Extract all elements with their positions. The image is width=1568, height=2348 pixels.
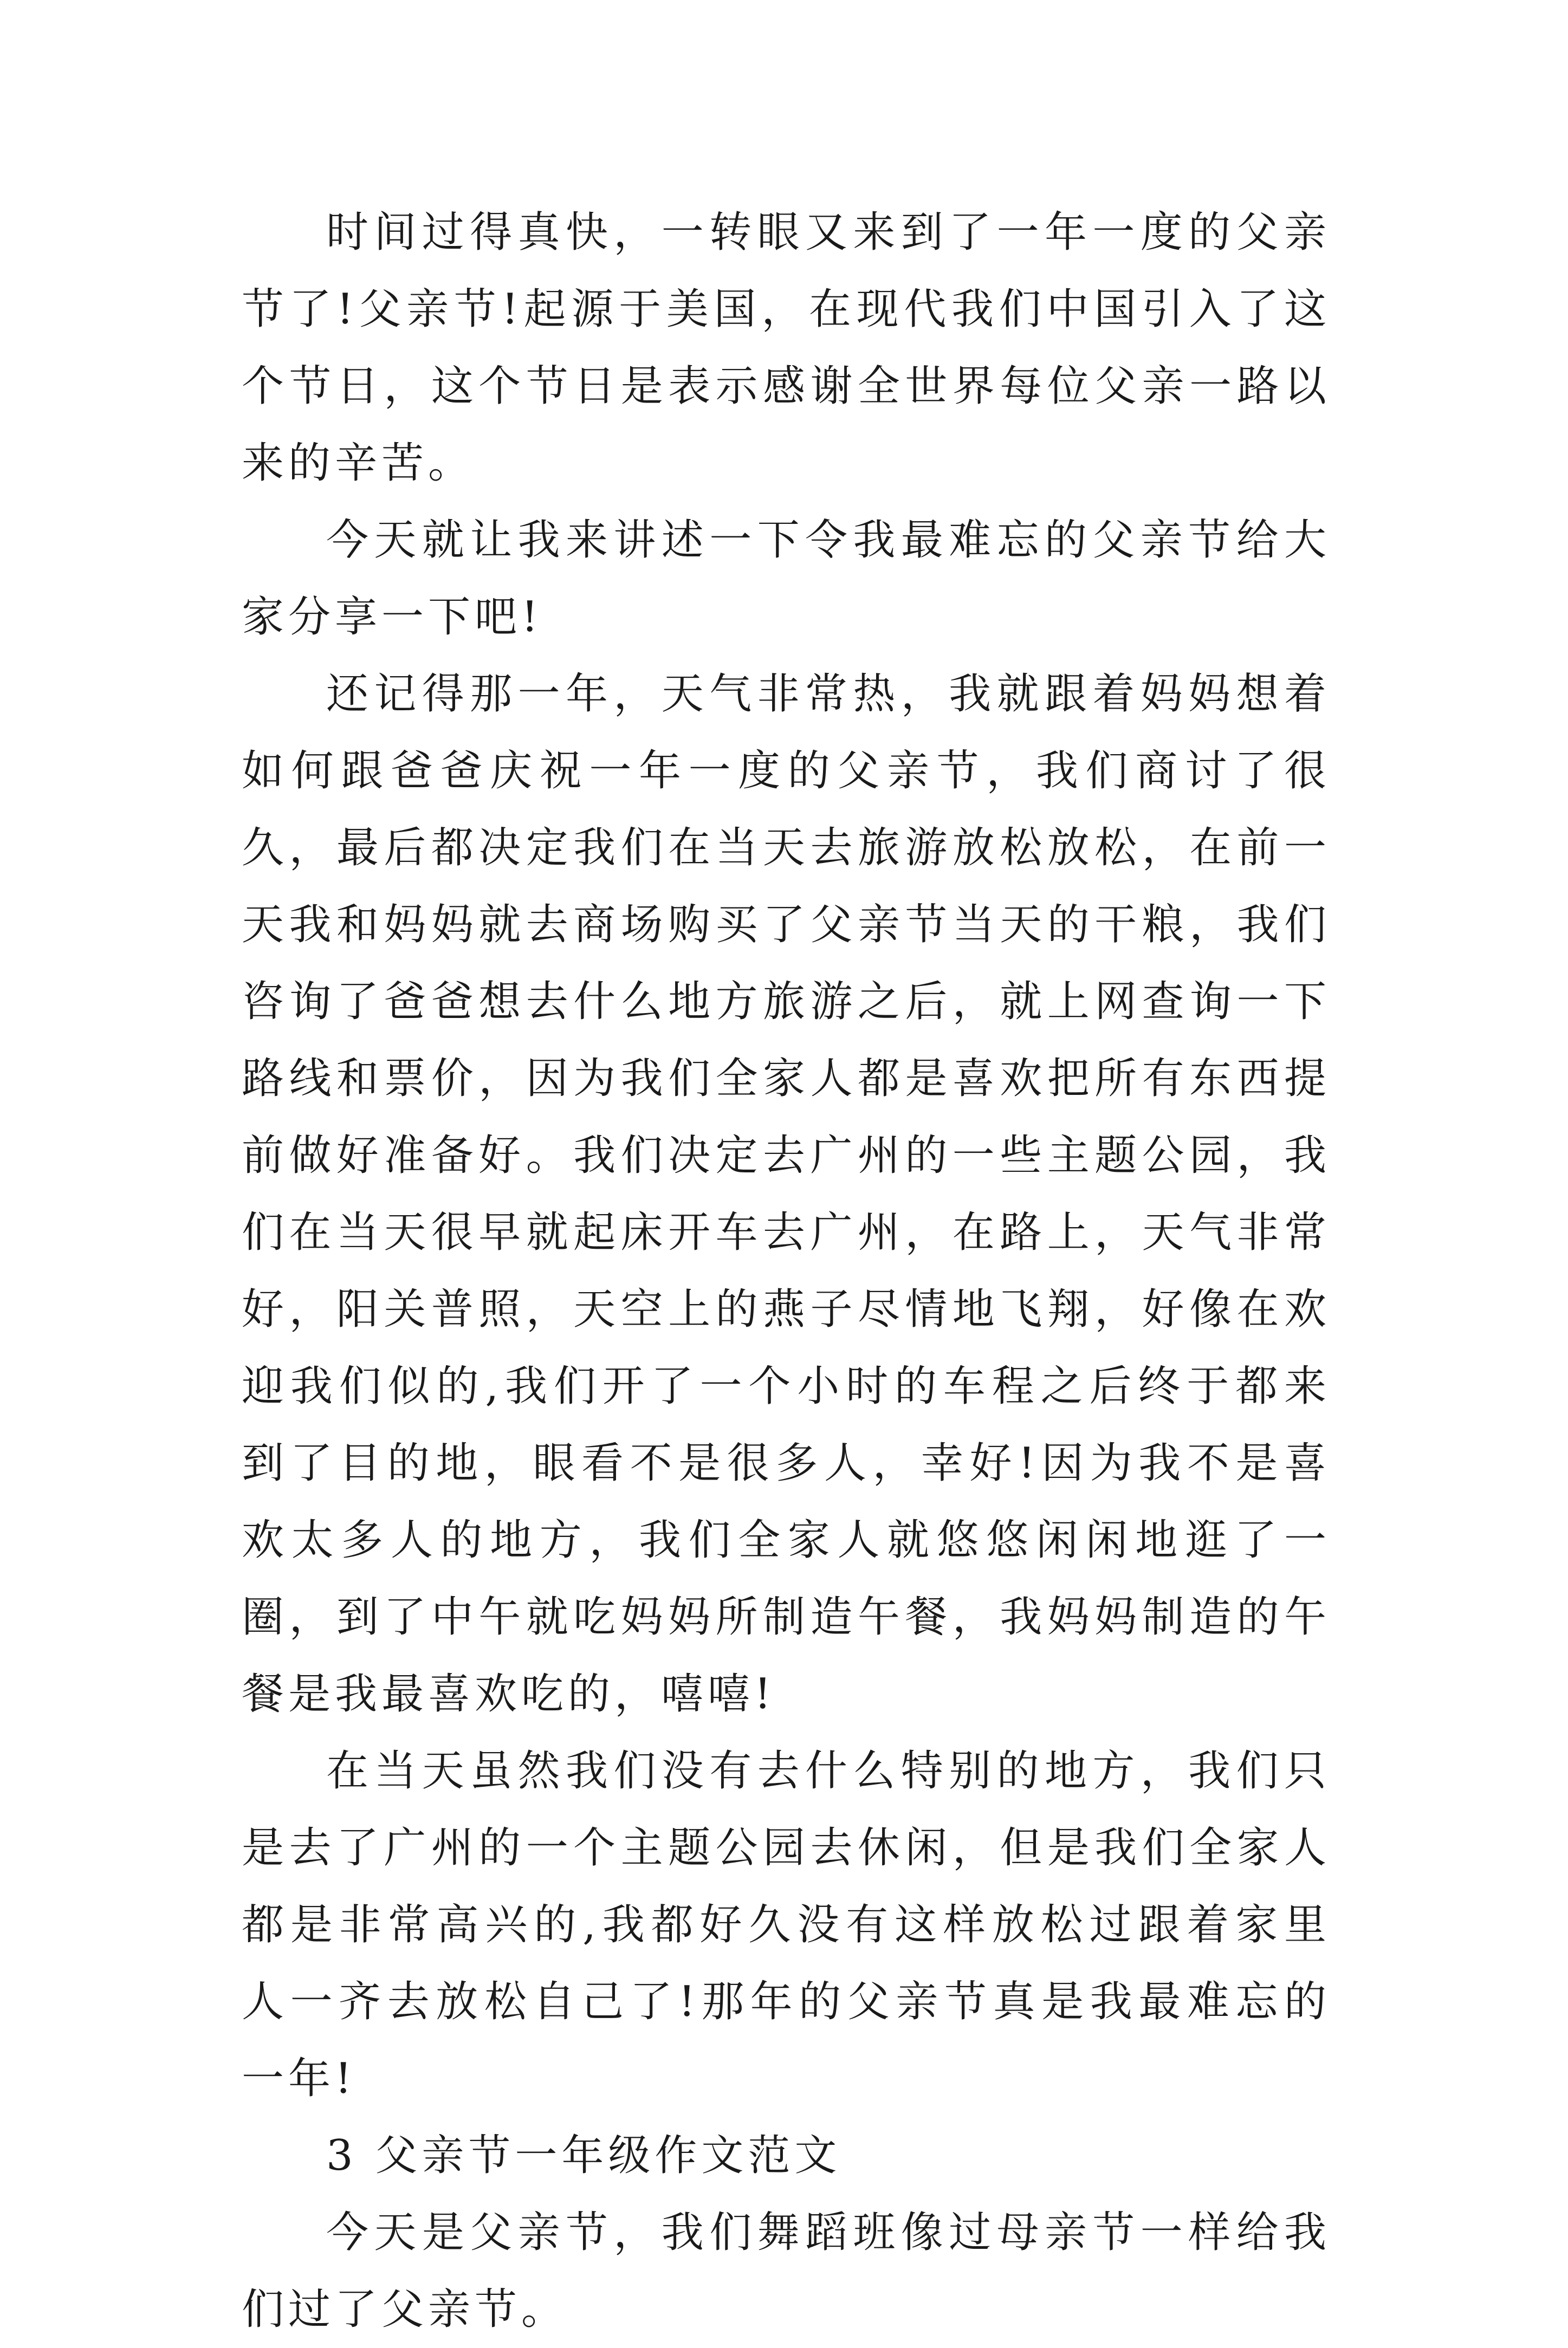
paragraph-2: 今天就让我来讲述一下令我最难忘的父亲节给大家分享一下吧! [242, 516, 1331, 641]
section-heading: 3 父亲节一年级作文范文 [326, 2131, 841, 2180]
document-body [242, 194, 1331, 2348]
paragraph-4: 在当天虽然我们没有去什么特别的地方，我们只是去了广州的一个主题公园去休闲，但是我们全家人都是非常高兴的,我都好久没有这样放松过跟着家里人一齐去放松自己了!那年的父亲节真是我最难忘的一年! [242, 1747, 1331, 2103]
paragraph-3: 还记得那一年，天气非常热，我就跟着妈妈想着如何跟爸爸庆祝一年一度的父亲节，我们商讨了很久，最后都决定我们在当天去旅游放松放松，在前一天我和妈妈就去商场购买了父亲节当天的干粮，我们咨询了爸爸想去什么地方旅游之后，就上网查询一下路线和票价，因为我们全家人都是喜欢把所有东西提前做好准备好。我们决定去广州的一些主题公园，我们在当天很早就起床开车去广州，在路上，天气非常好，阳关普照，天空上的燕子尽情地飞翔，好像在欢迎我们似的,我们开了一个小时的车程之后终于都来到了目的地，眼看不是很多人，幸好!因为我不是喜欢太多人的地方，我们全家人就悠悠闲闲地逛了一圈，到了中午就吃妈妈所制造午餐，我妈妈制造的午餐是我最喜欢吃的，嘻嘻! [242, 670, 1331, 1718]
paragraph-1: 时间过得真快，一转眼又来到了一年一度的父亲节了!父亲节!起源于美国，在现代我们中国引入了这个节日，这个节日是表示感谢全世界每位父亲一路以来的辛苦。 [242, 208, 1331, 488]
paragraph-5: 今天是父亲节，我们舞蹈班像过母亲节一样给我们过了父亲节。 [242, 2208, 1331, 2334]
